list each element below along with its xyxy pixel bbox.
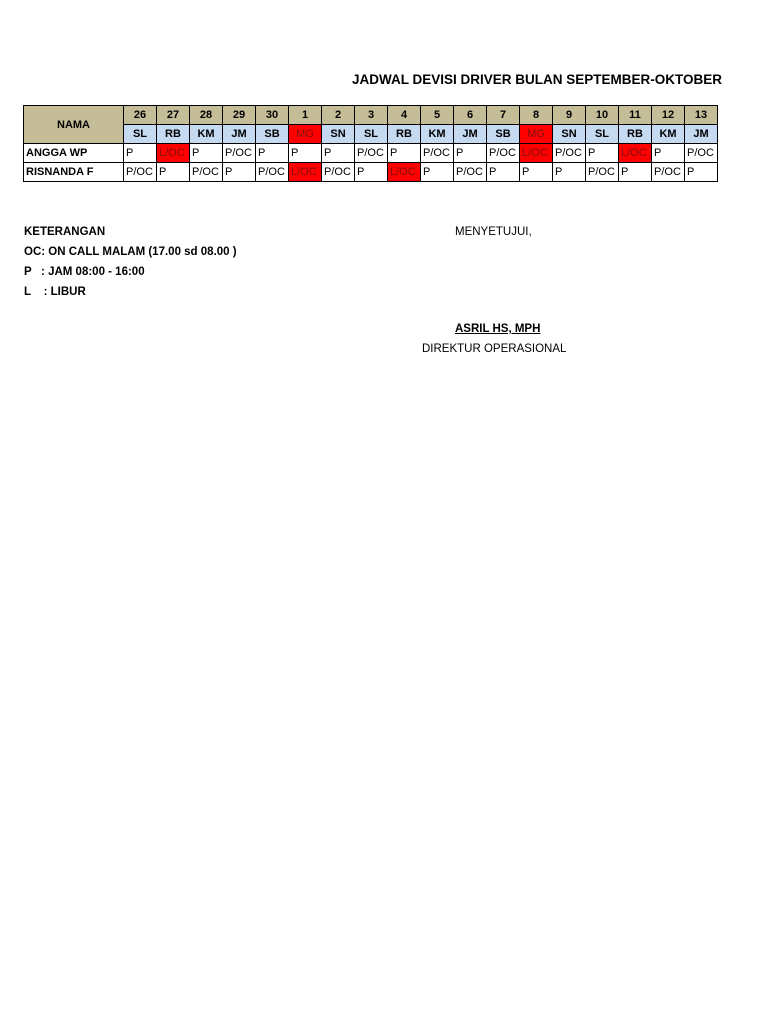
table-row (24, 144, 718, 163)
date-cell: 6 (454, 106, 487, 125)
day-cell: RB (388, 125, 421, 144)
schedule-cell: L/OC (520, 144, 553, 163)
note-line-p: P : JAM 08:00 - 16:00 (24, 266, 145, 278)
day-cell: KM (421, 125, 454, 144)
schedule-table (23, 105, 718, 182)
schedule-cell: P/OC (355, 144, 388, 163)
signer-position: DIREKTUR OPERASIONAL (422, 343, 567, 355)
date-cell: 29 (223, 106, 256, 125)
date-cell: 26 (124, 106, 157, 125)
approval-label: MENYETUJUI, (455, 226, 532, 238)
day-cell: MG (289, 125, 322, 144)
schedule-cell: L/OC (289, 163, 322, 182)
schedule-cell: P (190, 144, 223, 163)
schedule-cell: P/OC (586, 163, 619, 182)
day-cell: SN (322, 125, 355, 144)
date-cell: 2 (322, 106, 355, 125)
date-cell: 12 (652, 106, 685, 125)
schedule-cell: L/OC (619, 144, 652, 163)
note-line-oc: OC: ON CALL MALAM (17.00 sd 08.00 ) (24, 246, 237, 258)
driver-name: RISNANDA F (24, 163, 124, 182)
schedule-cell: P (124, 144, 157, 163)
schedule-cell: P/OC (487, 144, 520, 163)
notes-heading: KETERANGAN (24, 226, 106, 238)
date-cell: 28 (190, 106, 223, 125)
schedule-cell: P/OC (652, 163, 685, 182)
schedule-cell: P (685, 163, 718, 182)
date-cell: 4 (388, 106, 421, 125)
header-row-days (24, 125, 718, 144)
day-cell: SN (553, 125, 586, 144)
date-cell: 3 (355, 106, 388, 125)
schedule-cell: P (322, 144, 355, 163)
date-cell: 1 (289, 106, 322, 125)
schedule-cell: P/OC (223, 144, 256, 163)
date-cell: 5 (421, 106, 454, 125)
schedule-cell: P (652, 144, 685, 163)
schedule-cell: P/OC (685, 144, 718, 163)
schedule-cell: P (421, 163, 454, 182)
schedule-cell: P (586, 144, 619, 163)
day-cell: SL (586, 125, 619, 144)
day-cell: MG (520, 125, 553, 144)
day-cell: RB (619, 125, 652, 144)
day-cell: SB (256, 125, 289, 144)
document-title: JADWAL DEVISI DRIVER BULAN SEPTEMBER-OKTOBER (352, 72, 723, 87)
date-cell: 11 (619, 106, 652, 125)
schedule-cell: P/OC (421, 144, 454, 163)
day-cell: SL (124, 125, 157, 144)
day-cell: SB (487, 125, 520, 144)
date-cell: 8 (520, 106, 553, 125)
schedule-cell: L/OC (157, 144, 190, 163)
date-cell: 10 (586, 106, 619, 125)
day-cell: RB (157, 125, 190, 144)
schedule-cell: P/OC (454, 163, 487, 182)
schedule-cell: P (388, 144, 421, 163)
driver-name: ANGGA WP (24, 144, 124, 163)
schedule-cell: P/OC (322, 163, 355, 182)
day-cell: JM (223, 125, 256, 144)
notes-section (24, 222, 237, 302)
table-row (24, 163, 718, 182)
schedule-cell: L/OC (388, 163, 421, 182)
signer-name: ASRIL HS, MPH (455, 323, 541, 335)
day-cell: SL (355, 125, 388, 144)
day-cell: KM (652, 125, 685, 144)
schedule-cell: P (256, 144, 289, 163)
name-column-header: NAMA (24, 106, 124, 144)
date-cell: 7 (487, 106, 520, 125)
schedule-cell: P (355, 163, 388, 182)
day-cell: JM (685, 125, 718, 144)
schedule-cell: P (553, 163, 586, 182)
date-cell: 27 (157, 106, 190, 125)
date-cell: 13 (685, 106, 718, 125)
header-row-dates (24, 106, 718, 125)
schedule-cell: P (454, 144, 487, 163)
date-cell: 9 (553, 106, 586, 125)
note-line-l: L : LIBUR (24, 286, 86, 298)
schedule-cell: P/OC (124, 163, 157, 182)
date-cell: 30 (256, 106, 289, 125)
schedule-cell: P (619, 163, 652, 182)
schedule-cell: P (223, 163, 256, 182)
schedule-cell: P (157, 163, 190, 182)
schedule-cell: P/OC (256, 163, 289, 182)
schedule-cell: P/OC (553, 144, 586, 163)
day-cell: JM (454, 125, 487, 144)
schedule-cell: P (520, 163, 553, 182)
schedule-cell: P/OC (190, 163, 223, 182)
schedule-cell: P (487, 163, 520, 182)
schedule-cell: P (289, 144, 322, 163)
day-cell: KM (190, 125, 223, 144)
